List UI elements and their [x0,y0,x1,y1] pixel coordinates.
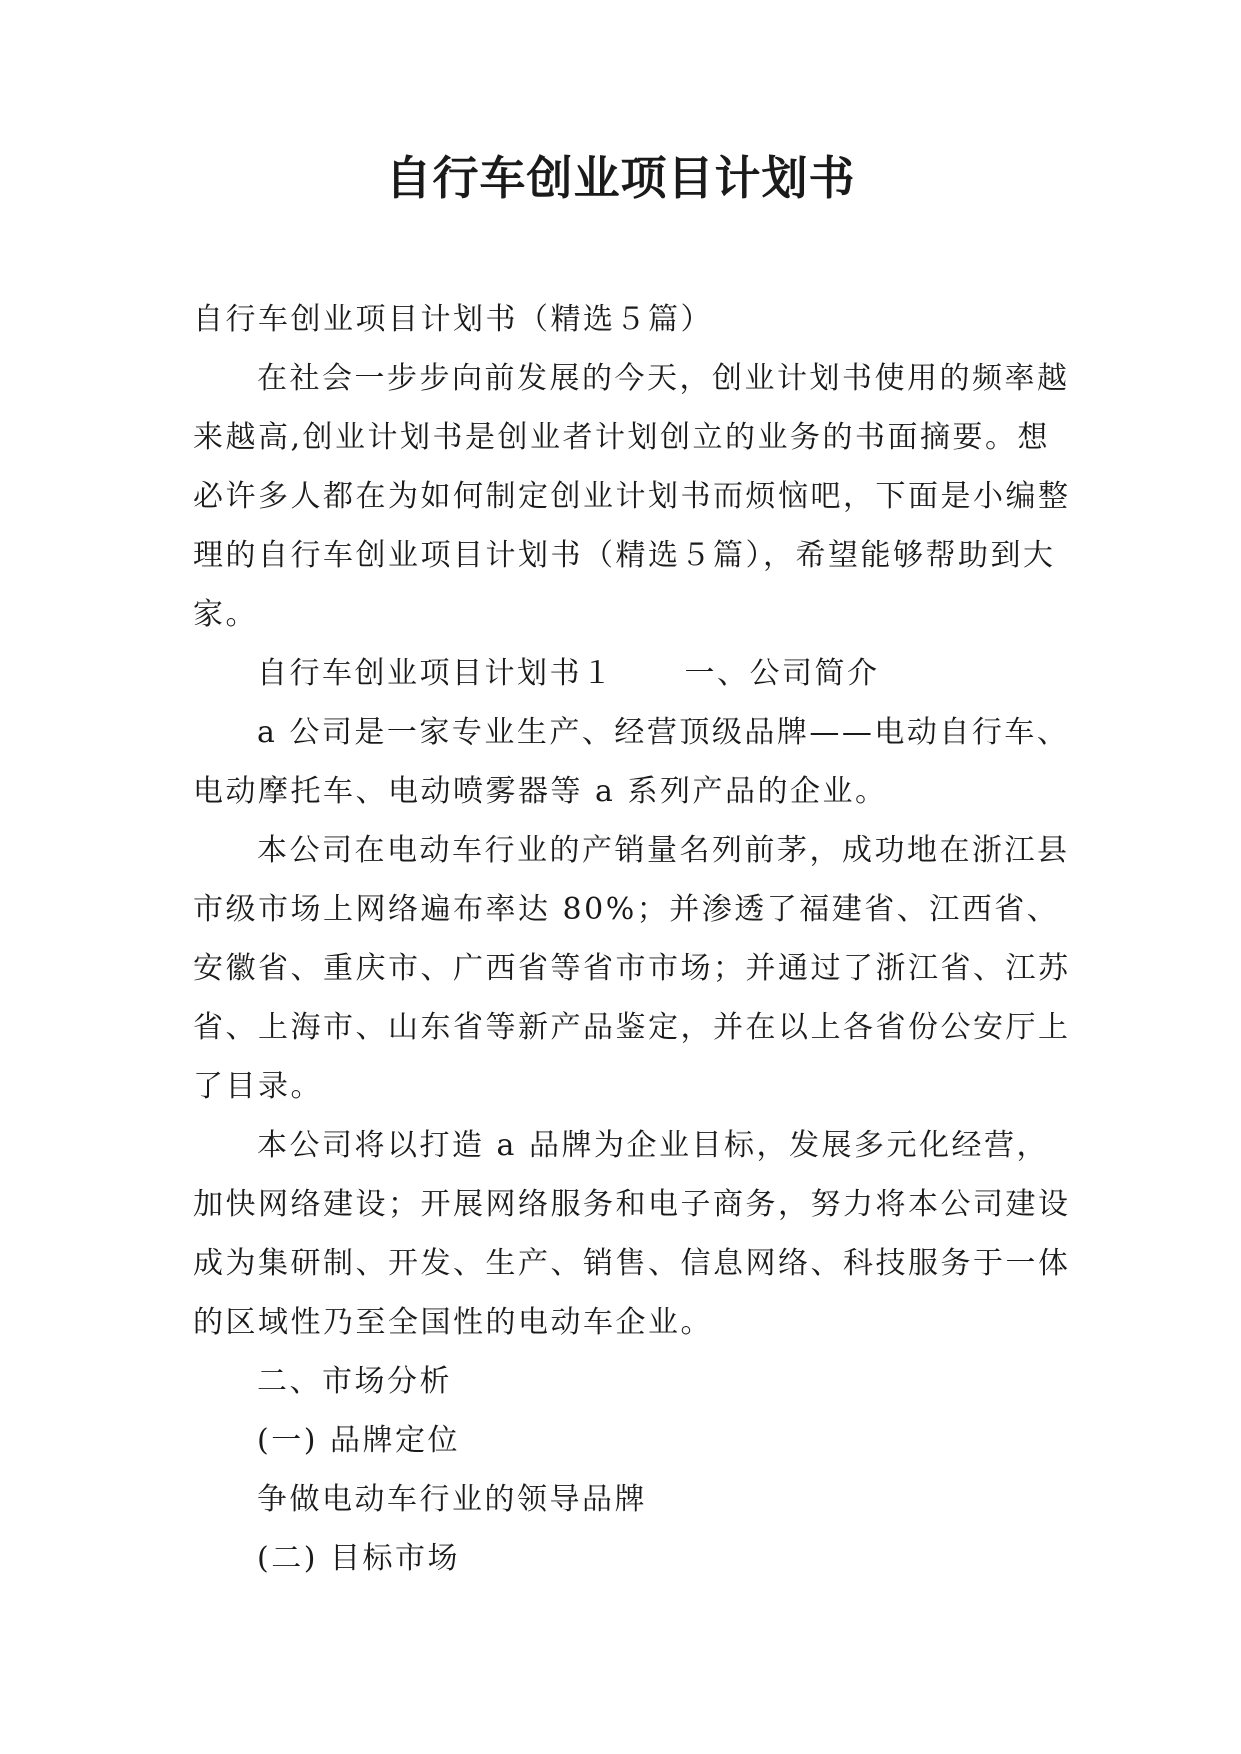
company-paragraph: a 公司是一家专业生产、经营顶级品牌——电动自行车、电动摩托车、电动喷雾器等 a 系列产品的企业。 [193,715,1070,809]
document-title: 自行车创业项目计划书 [385,151,856,205]
document-body [193,290,1073,1588]
sub2-heading: (二) 目标市场 [257,1541,460,1576]
plan1-heading: 自行车创业项目计划书１ [257,656,615,691]
section1-heading: 一、公司简介 [684,656,880,691]
sub1-text: 争做电动车行业的领导品牌 [257,1482,647,1517]
section2-heading: 二、市场分析 [257,1364,452,1399]
subtitle: 自行车创业项目计划书（精选５篇） [193,302,713,337]
sub1-heading: (一) 品牌定位 [257,1423,460,1458]
market-paragraph: 本公司在电动车行业的产销量名列前茅，成功地在浙江县市级市场上网络遍布率达 80%；并渗透了福建省、江西省、安徽省、重庆市、广西省等省市市场；并通过了浙江省、江苏省、上海市、山东省等新产品鉴定，并在以上各省份公安厅上了目录。 [193,833,1071,1104]
plan-heading-line [193,644,1073,703]
goal-paragraph: 本公司将以打造 a 品牌为企业目标，发展多元化经营，加快网络建设；开展网络服务和电子商务，努力将本公司建设成为集研制、开发、生产、销售、信息网络、科技服务于一体的区域性乃至全国性的电动车企业。 [193,1128,1071,1340]
intro-paragraph: 在社会一步步向前发展的今天，创业计划书使用的频率越来越高,创业计划书是创业者计划创立的业务的书面摘要。想必许多人都在为如何制定创业计划书而烦恼吧，下面是小编整理的自行车创业项目计划书（精选５篇），希望能够帮助到大家。 [193,361,1071,632]
